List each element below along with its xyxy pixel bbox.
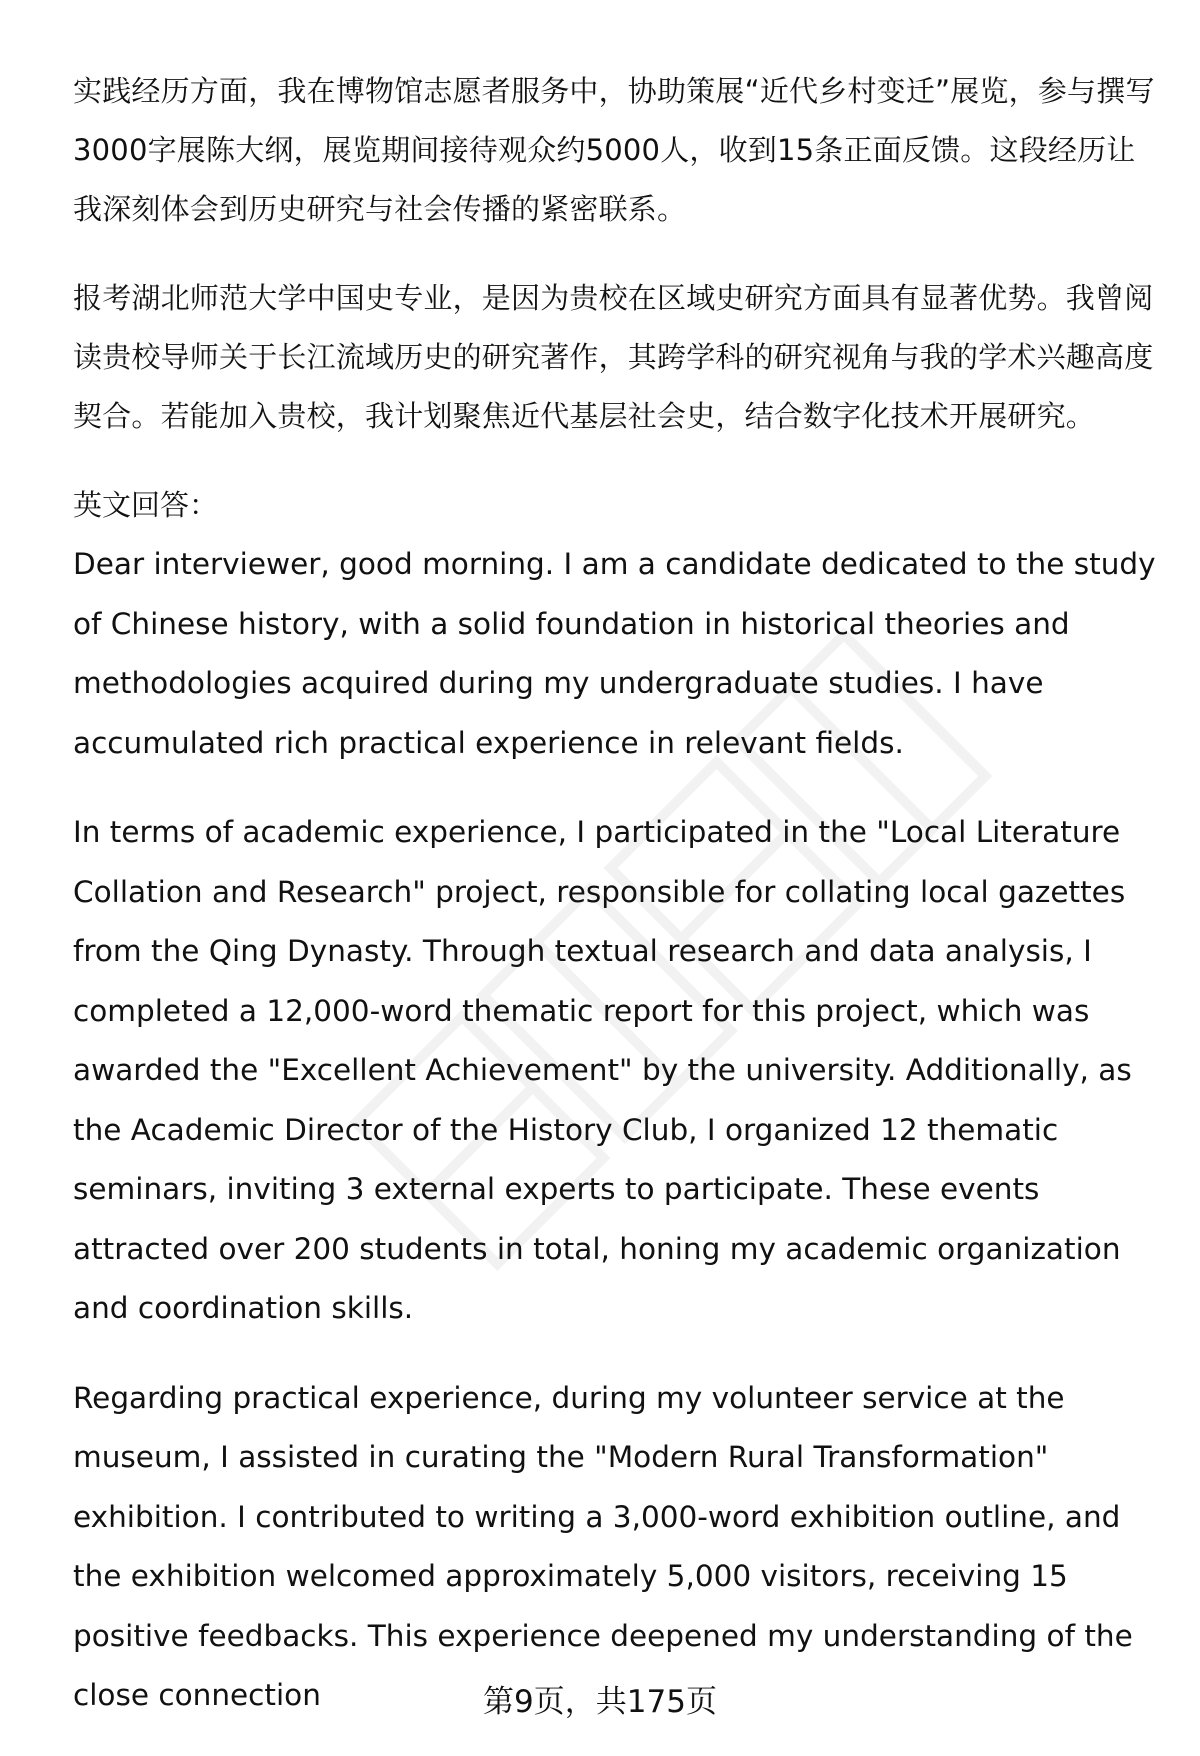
english-answer-heading: 英文回答： bbox=[73, 488, 219, 522]
paragraph-practice-zh: 实践经历方面，我在博物馆志愿者服务中，协助策展“近代乡村变迁”展览，参与撰写3000字展陈大纲，展览期间接待观众约5000人，收到15条正面反馈。这段经历让我深刻体会到历史研究与社会传播的紧密联系。 bbox=[73, 74, 1155, 226]
document-body bbox=[73, 62, 1163, 1756]
paragraph-academic-en: In terms of academic experience, I participated in the "Local Literature Collation and Research" project, responsible for collating local gazettes from the Qing Dynasty. Through textual research and data analysis, I completed a 12,000-word thematic report for this project, which was awarded the "Excellent Achievement" by the university. Additionally, as the Academic Director of the History Club, I organized 12 thematic seminars, inviting 3 external experts to participate. These events attracted over 200 students in total, honing my academic organization and coordination skills. bbox=[73, 815, 1132, 1325]
paragraph-intro-en: Dear interviewer, good morning. I am a candidate dedicated to the study of Chinese history, with a solid foundation in historical theories and methodologies acquired during my undergraduate studies. I have accumulated rich practical experience in relevant fields. bbox=[73, 547, 1156, 760]
paragraph-reason-zh: 报考湖北师范大学中国史专业，是因为贵校在区域史研究方面具有显著优势。我曾阅读贵校导师关于长江流域历史的研究著作，其跨学科的研究视角与我的学术兴趣高度契合。若能加入贵校，我计划聚焦近代基层社会史，结合数字化技术开展研究。 bbox=[73, 281, 1154, 433]
page-number: 第9页，共175页 bbox=[483, 1684, 717, 1720]
paragraph-practice-en: Regarding practical experience, during my volunteer service at the museum, I assisted in curating the "Modern Rural Transformation" exhibition. I contributed to writing a 3,000-word exhibition outline, and the exhibition welcomed approximately 5,000 visitors, receiving 15 positive feedbacks. This experience deepened my understanding of the close connection bbox=[73, 1380, 1133, 1712]
